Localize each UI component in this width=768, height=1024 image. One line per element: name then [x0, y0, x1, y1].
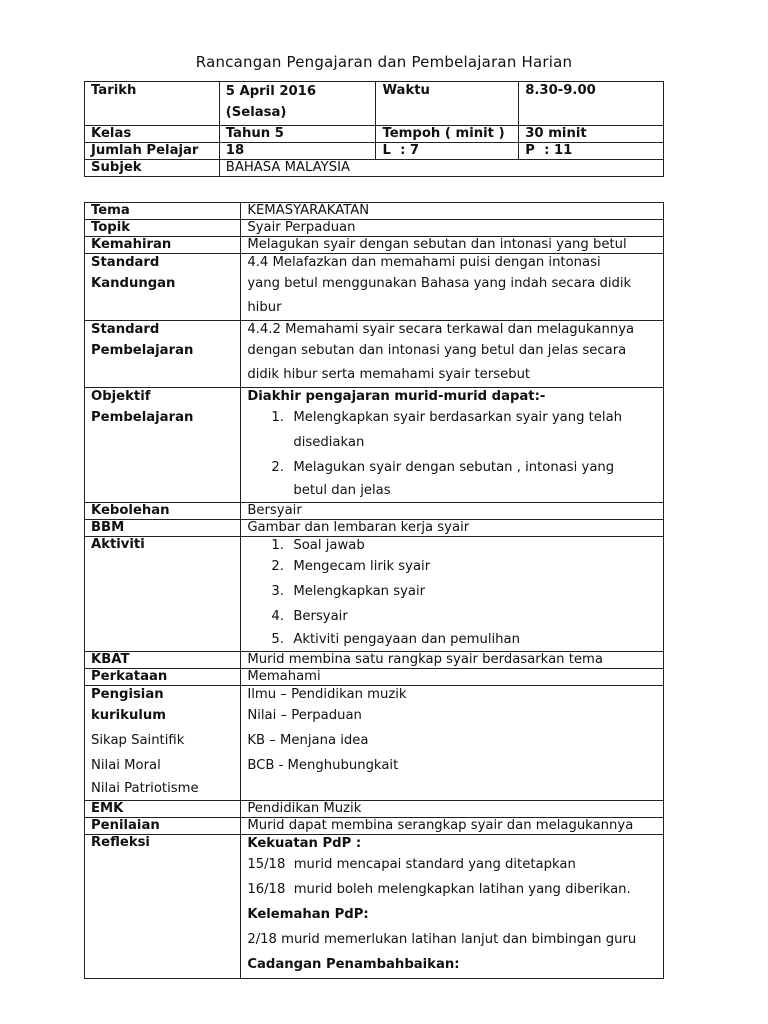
tema-row — [85, 203, 664, 220]
plan-table — [84, 202, 664, 979]
kbat-label: KBAT — [91, 652, 130, 667]
waktu-value: 8.30-9.00 — [525, 83, 596, 98]
kemahiran-label: Kemahiran — [91, 237, 172, 252]
aktiviti-number-1: 1. — [271, 538, 284, 553]
sk-line-1: 4.4 Melafazkan dan memahami puisi dengan intonasi — [247, 255, 601, 270]
obj-1b: disediakan — [293, 435, 365, 450]
sk-label-2: Kandungan — [91, 276, 176, 291]
aktiviti-row — [85, 537, 664, 652]
jumlah-row — [85, 143, 664, 160]
perkataan-row — [85, 669, 664, 686]
kelas-row — [85, 126, 664, 143]
refleksi-label: Refleksi — [91, 835, 150, 850]
kelemahan-heading: Kelemahan PdP: — [247, 907, 369, 922]
refleksi-row — [85, 835, 664, 979]
aktiviti-number-4: 4. — [271, 609, 284, 624]
lelaki-count: L : 7 — [382, 143, 420, 158]
tema-value: KEMASYARAKATAN — [247, 203, 370, 218]
sk-line-2: yang betul menggunakan Bahasa yang indah secara didik — [247, 276, 632, 291]
emk-row — [85, 801, 664, 818]
kekuatan-1: 15/18 murid mencapai standard yang ditetapkan — [247, 857, 576, 872]
bbm-row — [85, 520, 664, 537]
aktiviti-text-4: Bersyair — [293, 609, 348, 624]
tarikh-label: Tarikh — [91, 83, 137, 98]
kemahiran-value: Melagukan syair dengan sebutan dan intonasi yang betul — [247, 237, 627, 252]
obj-label-1: Objektif — [91, 389, 151, 404]
jumlah-label: Jumlah Pelajar — [91, 143, 199, 158]
perkataan-label: Perkataan — [91, 669, 168, 684]
sk-label-1: Standard — [91, 255, 160, 270]
sp-line-3: didik hibur serta memahami syair tersebut — [247, 367, 531, 382]
peng-label-2: kurikulum — [91, 708, 166, 723]
waktu-label: Waktu — [382, 83, 430, 98]
standard-pembelajaran-row — [85, 321, 664, 388]
obj-item-2 — [247, 455, 657, 480]
kekuatan-heading: Kekuatan PdP : — [247, 836, 362, 851]
sk-line-3: hibur — [247, 300, 282, 315]
sp-label-1: Standard — [91, 322, 160, 337]
tarikh-row — [85, 82, 664, 126]
tarikh-day: (Selasa) — [225, 105, 287, 120]
peng-label-3: Sikap Saintifik — [91, 733, 185, 748]
header-table — [84, 81, 664, 177]
emk-value: Pendidikan Muzik — [247, 801, 362, 816]
bbm-label: BBM — [91, 520, 125, 535]
penilaian-row — [85, 818, 664, 835]
aktiviti-number-2: 2. — [271, 559, 284, 574]
topik-label: Topik — [91, 220, 131, 235]
pengisian-row — [85, 686, 664, 801]
sp-line-2: dengan sebutan dan intonasi yang betul dan jelas secara — [247, 343, 627, 358]
perempuan-count: P : 11 — [525, 143, 573, 158]
emk-label: EMK — [91, 801, 124, 816]
kelas-value: Tahun 5 — [225, 126, 284, 141]
obj-intro: Diakhir pengajaran murid-murid dapat:- — [247, 389, 546, 404]
kbat-value: Murid membina satu rangkap syair berdasarkan tema — [247, 652, 603, 667]
obj-item-1 — [247, 405, 657, 430]
kebolehan-row — [85, 503, 664, 520]
peng-item-3: KB – Menjana idea — [247, 733, 369, 748]
peng-label-4: Nilai Moral — [91, 758, 161, 773]
peng-label-1: Pengisian — [91, 687, 164, 702]
obj-number-1: 1. — [271, 410, 284, 425]
obj-2b: betul dan jelas — [293, 483, 391, 498]
objektif-row — [85, 388, 664, 503]
jumlah-value: 18 — [225, 143, 245, 158]
peng-label-5: Nilai Patriotisme — [91, 781, 199, 796]
obj-1a: Melengkapkan syair berdasarkan syair yang telah — [293, 410, 623, 425]
cadangan-heading: Cadangan Penambahbaikan: — [247, 957, 460, 972]
penilaian-value: Murid dapat membina serangkap syair dan melagukannya — [247, 818, 634, 833]
aktiviti-label: Aktiviti — [91, 537, 145, 552]
sp-label-2: Pembelajaran — [91, 343, 194, 358]
obj-2a: Melagukan syair dengan sebutan , intonasi yang — [293, 460, 615, 475]
subjek-value: BAHASA MALAYSIA — [225, 160, 350, 175]
peng-item-4: BCB - Menghubungkait — [247, 758, 399, 773]
penilaian-label: Penilaian — [91, 818, 160, 833]
sp-line-1: 4.4.2 Memahami syair secara terkawal dan melagukannya — [247, 322, 635, 337]
aktiviti-item — [247, 604, 657, 629]
aktiviti-item — [247, 554, 657, 579]
subjek-label: Subjek — [91, 160, 142, 175]
aktiviti-text-2: Mengecam lirik syair — [293, 559, 431, 574]
kekuatan-2: 16/18 murid boleh melengkapkan latihan yang diberikan. — [247, 882, 631, 897]
aktiviti-item — [247, 579, 657, 604]
bbm-value: Gambar dan lembaran kerja syair — [247, 520, 470, 535]
topik-value: Syair Perpaduan — [247, 220, 356, 235]
subjek-row — [85, 160, 664, 177]
aktiviti-item — [247, 537, 657, 554]
aktiviti-text-3: Melengkapkan syair — [293, 584, 426, 599]
kemahiran-row — [85, 237, 664, 254]
page-title: Rancangan Pengajaran dan Pembelajaran Harian — [195, 53, 573, 71]
peng-item-1: Ilmu – Pendidikan muzik — [247, 687, 407, 702]
peng-item-2: Nilai – Perpaduan — [247, 708, 362, 723]
tarikh-value: 5 April 2016 — [225, 84, 317, 99]
obj-number-2: 2. — [271, 460, 284, 475]
kelemahan-1: 2/18 murid memerlukan latihan lanjut dan bimbingan guru — [247, 932, 637, 947]
kebolehan-value: Bersyair — [247, 503, 302, 518]
tempoh-value: 30 minit — [525, 126, 587, 141]
perkataan-value: Memahami — [247, 669, 321, 684]
aktiviti-item — [247, 629, 657, 651]
aktiviti-number-3: 3. — [271, 584, 284, 599]
aktiviti-number-5: 5. — [271, 632, 284, 647]
standard-kandungan-row — [85, 254, 664, 321]
kbat-row — [85, 652, 664, 669]
topik-row — [85, 220, 664, 237]
tempoh-label: Tempoh ( minit ) — [382, 126, 505, 141]
kebolehan-label: Kebolehan — [91, 503, 170, 518]
aktiviti-text-5: Aktiviti pengayaan dan pemulihan — [293, 632, 520, 647]
obj-label-2: Pembelajaran — [91, 410, 194, 425]
kelas-label: Kelas — [91, 126, 132, 141]
aktiviti-text-1: Soal jawab — [293, 538, 365, 553]
tema-label: Tema — [91, 203, 130, 218]
